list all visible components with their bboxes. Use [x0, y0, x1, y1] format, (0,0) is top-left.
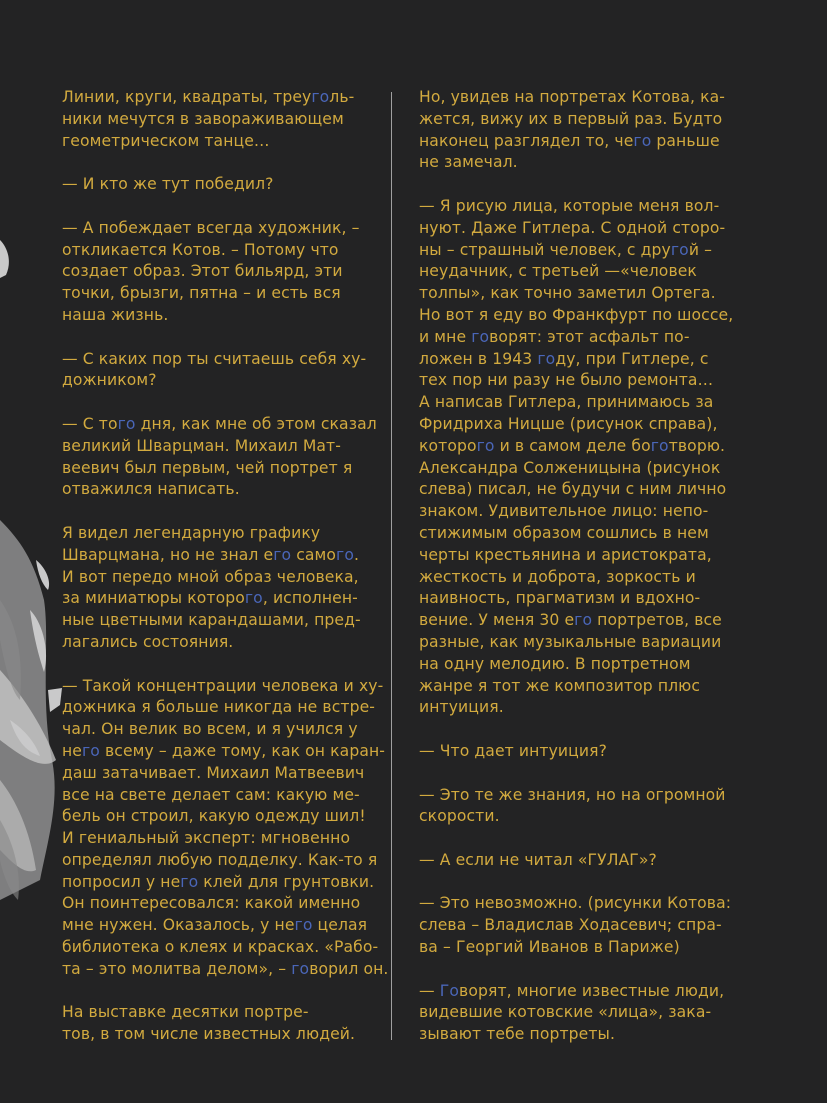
text-line [62, 545, 380, 567]
highlighted-syllable: го [633, 131, 652, 150]
text-segment: — Я рисую лица, которые меня вол- [419, 196, 720, 215]
paragraph-gap [62, 196, 380, 218]
text-segment: А написав Гитлера, принимаюсь за [419, 393, 714, 412]
paragraph-gap [62, 392, 380, 414]
text-segment: великий Шварцман. Михаил Мат- [62, 436, 341, 455]
text-segment: — Такой концентрации человека и ху- [62, 676, 384, 695]
text-segment: чал. Он велик во всем, и я учился у [62, 720, 358, 739]
highlighted-syllable: го [476, 436, 495, 455]
text-segment: — А побеждает всегда художник, – [62, 218, 360, 237]
text-segment: слева) писал, не будучи с ним лично [419, 480, 727, 499]
text-line [62, 109, 380, 131]
text-line [419, 697, 739, 719]
text-segment: за миниатюры которо [62, 589, 245, 608]
text-line [62, 610, 380, 632]
text-segment: Линии, круги, квадраты, треу [62, 88, 312, 106]
highlighted-syllable: го [537, 349, 556, 368]
text-segment: тех пор ни разу не было ремонта… [419, 371, 714, 390]
text-line [419, 109, 739, 131]
paragraph-gap [419, 959, 739, 981]
text-segment: та – это молитва делом», – [62, 959, 292, 978]
text-line [62, 741, 386, 763]
highlighted-syllable: го [273, 545, 292, 564]
text-segment: жется, вижу их в первый раз. Будто [419, 109, 723, 128]
highlighted-syllable: Го [439, 981, 460, 1000]
text-line [419, 240, 739, 262]
text-segment: целая [312, 916, 368, 935]
text-segment: все на свете делает сам: какую ме- [62, 785, 360, 804]
text-line [419, 850, 739, 872]
text-segment: разные, как музыкальные вариации [419, 632, 722, 651]
text-segment: ва – Георгий Иванов в Париже) [419, 938, 680, 957]
text-line [419, 196, 739, 218]
text-line [62, 872, 380, 894]
text-line [419, 131, 739, 153]
text-segment: — А если не читал «ГУЛАГ»? [419, 850, 657, 869]
text-line [419, 915, 739, 937]
text-line [419, 893, 739, 915]
text-line [419, 501, 739, 523]
highlighted-syllable: го [291, 959, 310, 978]
text-line [62, 479, 380, 501]
paragraph-gap [62, 152, 380, 174]
text-segment: — Это невозможно. (рисунки Котова: [419, 894, 732, 913]
text-line [419, 632, 739, 654]
text-line [62, 632, 380, 654]
text-line [419, 436, 739, 458]
text-segment: определял любую подделку. Как-то я [62, 850, 378, 869]
paragraph-gap [419, 763, 739, 785]
text-segment: не [62, 741, 82, 760]
text-segment: дня, как мне об этом сказал [135, 414, 377, 433]
text-line [419, 1002, 739, 1024]
text-segment: черты крестьянина и аристократа, [419, 545, 712, 564]
text-line [419, 654, 739, 676]
text-line [62, 240, 380, 262]
text-line [419, 414, 739, 436]
text-line [419, 741, 739, 763]
text-segment: стижимым образом сошлись в нем [419, 523, 709, 542]
highlighted-syllable: го [244, 589, 263, 608]
text-line [419, 545, 739, 567]
text-line [62, 283, 380, 305]
text-segment: На выставке десятки портре- [62, 1003, 309, 1022]
text-segment: мне нужен. Оказалось, у не [62, 916, 295, 935]
text-segment: Но вот я еду во Франкфурт по шоссе, [419, 305, 734, 324]
text-segment: жесткость и доброта, зоркость и [419, 567, 696, 586]
paragraph-gap [419, 174, 739, 196]
highlighted-syllable: го [471, 327, 490, 346]
text-segment: ники мечутся в завораживающем [62, 109, 344, 128]
right-text-column [419, 87, 739, 1046]
text-segment: нуют. Даже Гитлера. С одной сторо- [419, 218, 726, 237]
paragraph-gap [62, 327, 380, 349]
text-segment: ворят, многие известные люди, [459, 981, 725, 1000]
text-segment: И гениальный эксперт: мгновенно [62, 829, 351, 848]
text-segment: геометрическом танце… [62, 131, 270, 150]
text-line [62, 523, 380, 545]
text-line [419, 283, 739, 305]
column-divider [391, 92, 392, 1040]
highlighted-syllable: го [117, 414, 136, 433]
text-line [62, 719, 380, 741]
text-segment: на одну мелодию. В портретном [419, 654, 691, 673]
paragraph-gap [419, 719, 739, 741]
text-segment: и в самом деле бо [494, 436, 651, 455]
text-segment: раньше [651, 131, 720, 150]
text-segment: веевич был первым, чей портрет я [62, 458, 353, 477]
text-line [62, 785, 380, 807]
text-line [62, 697, 380, 719]
text-line [62, 806, 380, 828]
text-segment: наша жизнь. [62, 305, 169, 324]
text-line [419, 1024, 739, 1046]
text-segment: жанре я тот же композитор плюс [419, 676, 701, 695]
text-segment: которо [419, 436, 477, 455]
text-line [419, 981, 739, 1003]
highlighted-syllable: го [670, 240, 689, 259]
text-segment: Я видел легендарную графику [62, 523, 321, 542]
paragraph-gap [62, 981, 380, 1003]
text-segment: библиотека о клеях и красках. «Рабо- [62, 938, 379, 957]
text-line [62, 174, 380, 196]
text-segment: откликается Котов. – Потому что [62, 240, 339, 259]
text-segment: ду, при Гитлере, с [555, 349, 709, 368]
text-segment: ль- [329, 88, 355, 106]
text-segment: Шварцмана, но не знал е [62, 545, 274, 564]
text-line [419, 479, 739, 501]
text-line [62, 261, 380, 283]
text-segment: Александра Солженицына (рисунок [419, 458, 721, 477]
text-line [419, 392, 739, 414]
text-segment: Фридриха Ницше (рисунок справа), [419, 414, 718, 433]
paragraph-gap [62, 501, 380, 523]
text-line [419, 567, 739, 589]
text-segment: ны – страшный человек, с дру [419, 240, 671, 259]
text-line [419, 327, 739, 349]
text-segment: тов, в том числе известных людей. [62, 1025, 356, 1044]
text-segment: интуиция. [419, 698, 504, 717]
text-segment: слева – Владислав Ходасевич; спра- [419, 916, 722, 935]
text-line [419, 676, 739, 698]
text-line [62, 349, 380, 371]
text-line [419, 806, 739, 828]
text-line [419, 458, 739, 480]
paragraph-gap [62, 654, 380, 676]
highlighted-syllable: го [311, 88, 330, 106]
text-segment: попросил у не [62, 872, 181, 891]
text-line [419, 785, 739, 807]
text-segment: наивность, прагматизм и вдохно- [419, 589, 701, 608]
text-line [62, 436, 380, 458]
text-segment: И вот передо мной образ человека, [62, 567, 359, 586]
highlighted-syllable: го [574, 611, 593, 630]
text-segment: даш затачивает. Михаил Матвеевич [62, 763, 365, 782]
text-segment: ные цветными карандашами, пред- [62, 611, 361, 630]
text-segment: знаком. Удивительное лицо: непо- [419, 502, 709, 521]
text-line [62, 588, 380, 610]
highlighted-syllable: го [294, 916, 313, 935]
text-line [62, 915, 380, 937]
text-segment: творю. [668, 436, 726, 455]
text-line [419, 349, 739, 371]
highlighted-syllable: го [82, 741, 100, 760]
text-segment: толпы», как точно заметил Ортега. [419, 284, 716, 303]
text-line [62, 458, 380, 480]
text-line [419, 937, 739, 959]
text-segment: зывают тебе портреты. [419, 1025, 616, 1044]
text-line [419, 588, 739, 610]
left-text-column [62, 87, 389, 1046]
text-segment: Он поинтересовался: какой именно [62, 894, 361, 913]
text-segment: ворил он. [309, 959, 389, 978]
text-segment: ложен в 1943 [419, 349, 538, 368]
text-line [62, 676, 384, 698]
text-line [62, 305, 380, 327]
text-segment: — Это те же знания, но на огромной [419, 785, 726, 804]
text-line [62, 1024, 380, 1046]
text-segment: отважился написать. [62, 480, 240, 499]
text-segment: , исполнен- [262, 589, 358, 608]
text-segment: дожником? [62, 371, 157, 390]
paragraph-gap [419, 828, 739, 850]
text-line [62, 1002, 380, 1024]
text-segment: всему – даже тому, как он каран- [99, 741, 386, 760]
text-segment: лагались состояния. [62, 632, 234, 651]
text-line [62, 87, 380, 109]
text-segment: — С каких пор ты считаешь себя ху- [62, 349, 367, 368]
text-line [419, 218, 739, 240]
text-segment: — [419, 981, 440, 1000]
text-line [62, 959, 389, 981]
text-line [62, 218, 380, 240]
text-line [62, 893, 380, 915]
text-line [419, 87, 739, 109]
text-segment: вение. У меня 30 е [419, 611, 575, 630]
text-line [62, 131, 380, 153]
text-line [419, 305, 739, 327]
text-segment: бель он строил, какую одежду шил! [62, 807, 366, 826]
text-segment: портретов, все [592, 611, 722, 630]
text-line [419, 523, 739, 545]
highlighted-syllable: го [650, 436, 669, 455]
text-segment: дожника я больше никогда не встре- [62, 698, 375, 717]
text-segment: видевшие котовские «лица», зака- [419, 1003, 712, 1022]
text-line [62, 763, 380, 785]
text-segment: наконец разглядел то, че [419, 131, 634, 150]
text-line [419, 370, 739, 392]
paragraph-gap [419, 872, 739, 894]
text-line [62, 567, 380, 589]
text-segment: неудачник, с третьей —«человек [419, 262, 697, 281]
text-segment: — Что дает интуиция? [419, 741, 607, 760]
text-segment: скорости. [419, 807, 500, 826]
text-segment: не замечал. [419, 153, 518, 172]
text-line [62, 414, 380, 436]
text-line [62, 850, 380, 872]
text-segment: . [353, 545, 360, 564]
text-line [62, 828, 380, 850]
text-line [419, 152, 739, 174]
text-line [419, 261, 739, 283]
text-segment: ворят: этот асфальт по- [489, 327, 690, 346]
text-line [62, 370, 380, 392]
text-segment: Но, увидев на портретах Котова, ка- [419, 88, 725, 106]
text-segment: создает образ. Этот бильярд, эти [62, 262, 343, 281]
text-segment: само [291, 545, 337, 564]
text-segment: клей для грунтовки. [198, 872, 375, 891]
text-segment: — И кто же тут победил? [62, 175, 274, 194]
text-line [419, 610, 739, 632]
highlighted-syllable: го [180, 872, 199, 891]
text-line [62, 937, 380, 959]
text-segment: — С то [62, 414, 118, 433]
highlighted-syllable: го [336, 545, 354, 564]
text-segment: й – [688, 240, 713, 259]
text-segment: точки, брызги, пятна – и есть вся [62, 284, 341, 303]
text-segment: и мне [419, 327, 472, 346]
